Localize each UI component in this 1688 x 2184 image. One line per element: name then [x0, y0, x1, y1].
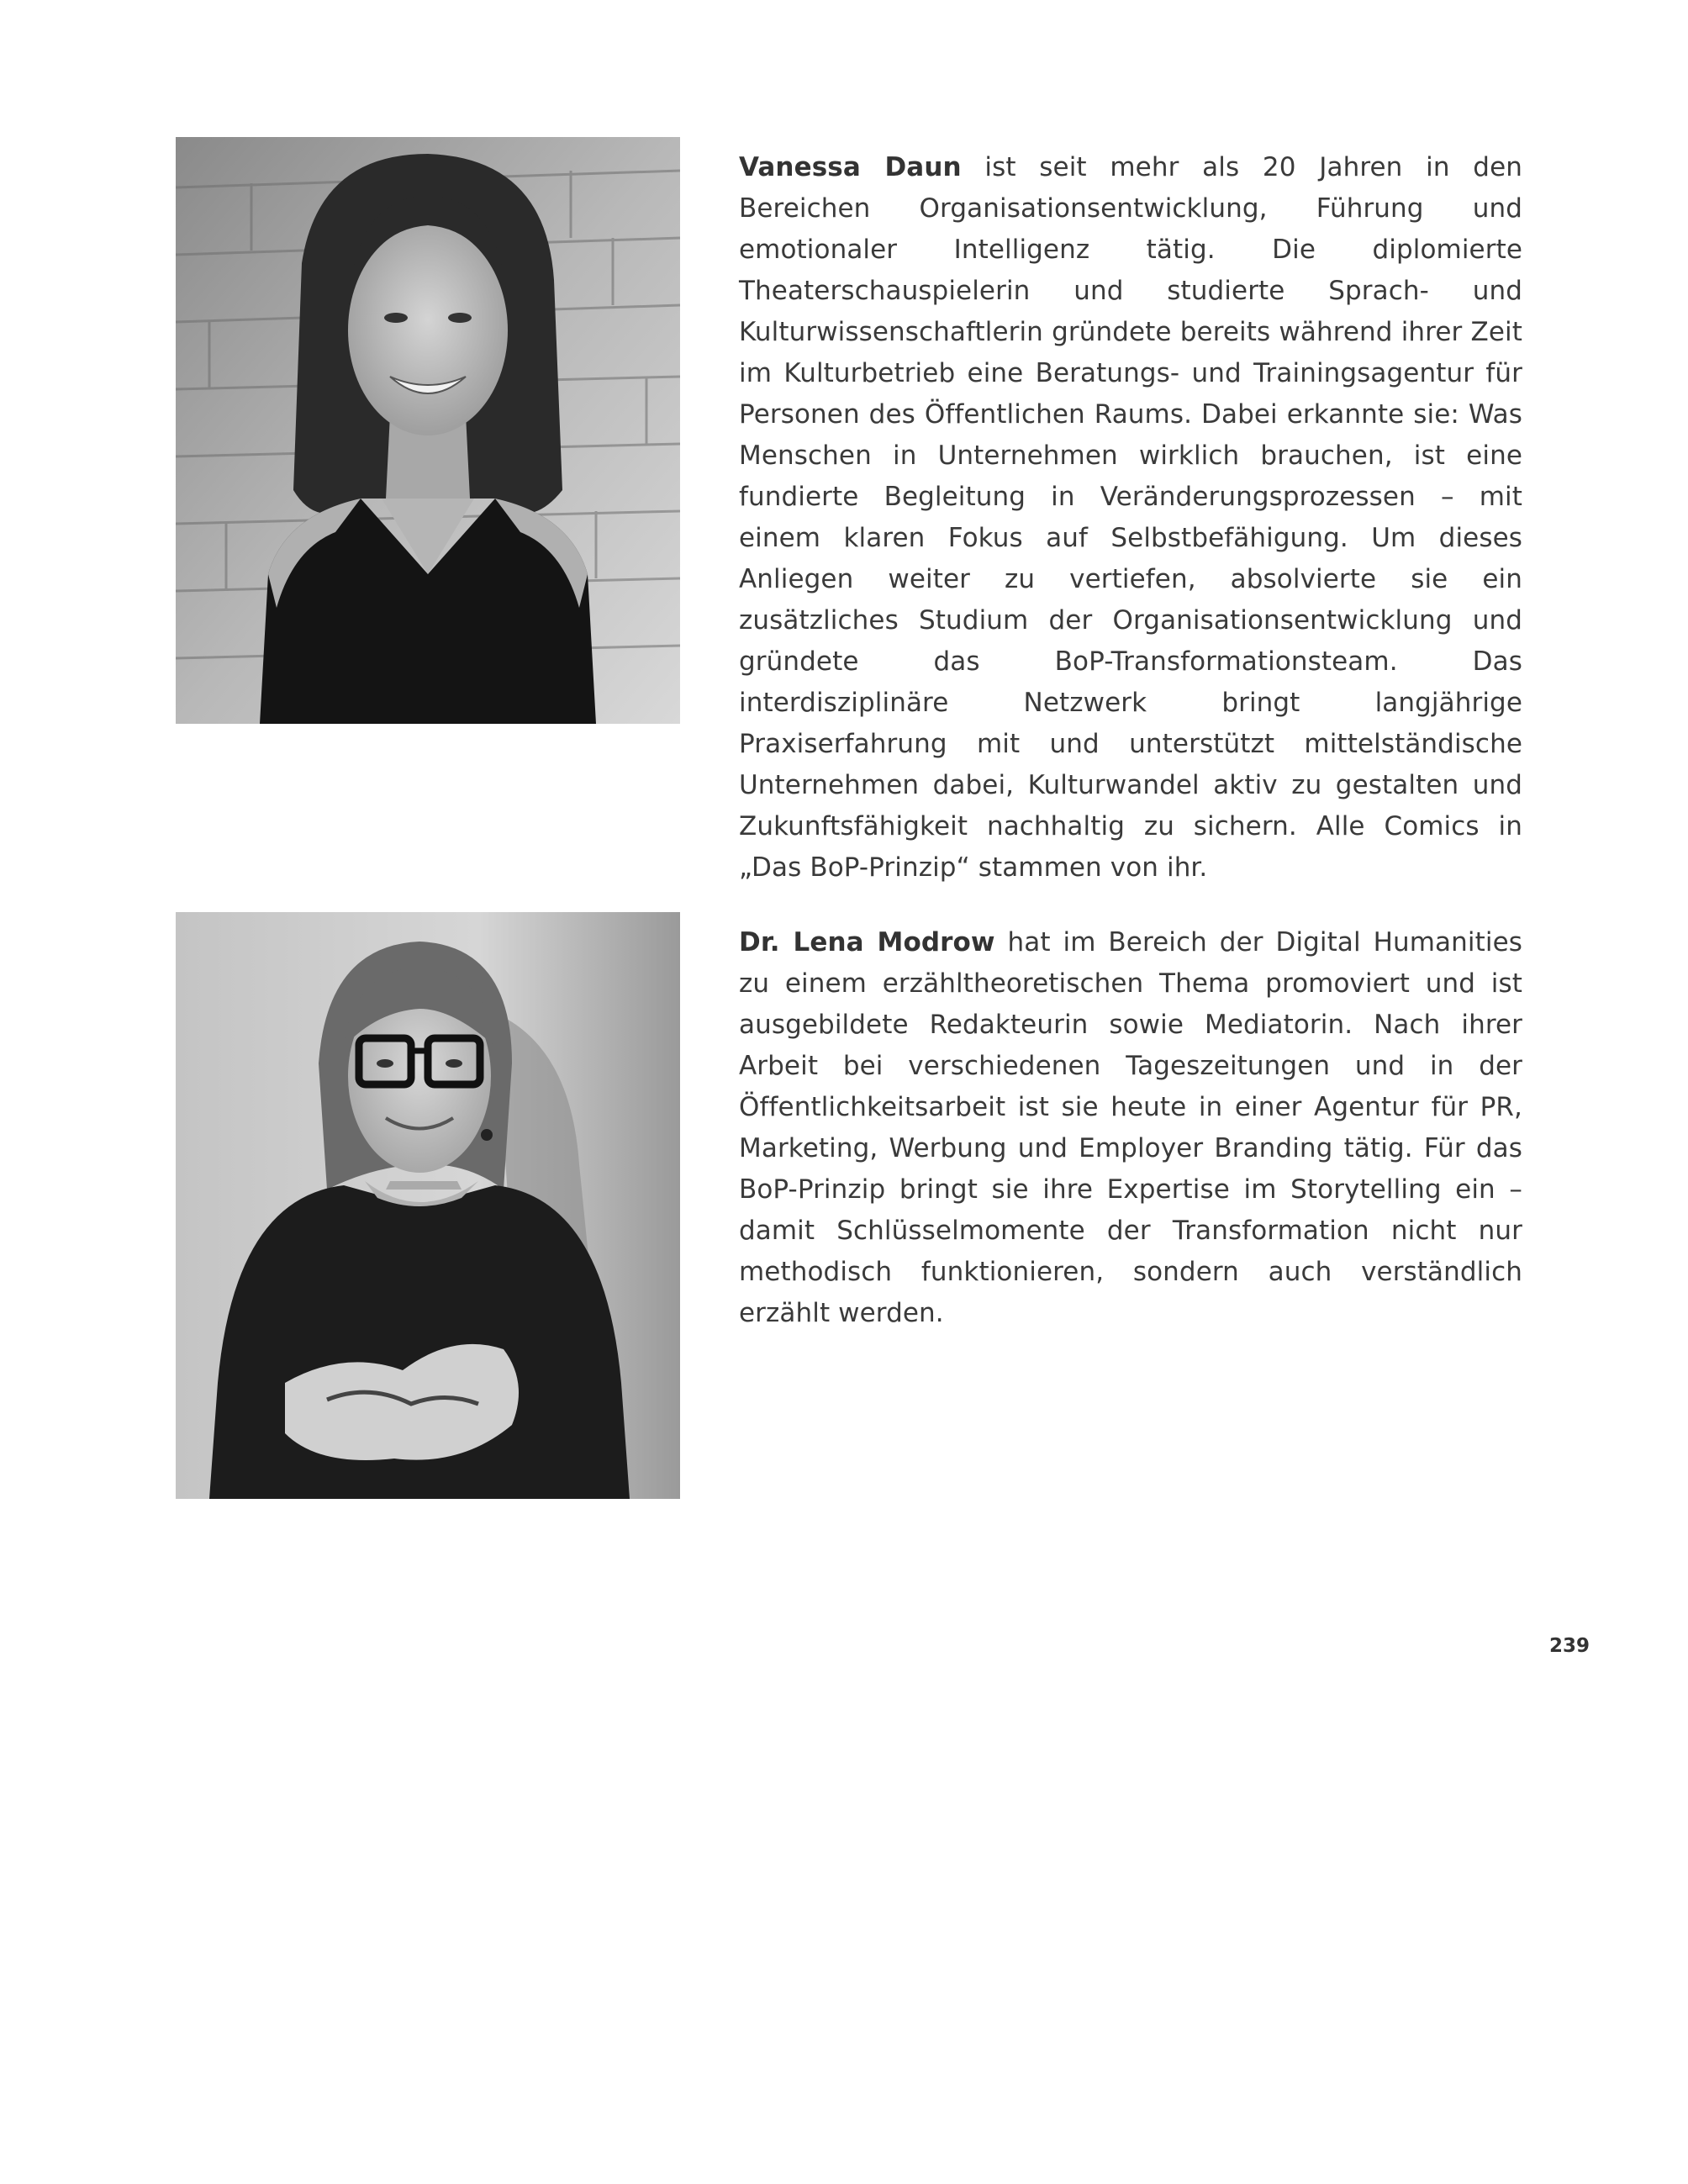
- author-portrait-photo: [176, 912, 680, 1499]
- author-name: Vanessa Daun: [739, 152, 962, 182]
- author-bio: [739, 922, 1522, 1334]
- author-bio-text: ist seit mehr als 20 Jahren in den Bereichen Organisationsentwicklung, Führung und emotionaler Intelligenz tätig. Die diplomierte Theaterschauspielerin und studierte Sprach- und Kulturwissenschaftlerin gründete bereits während ihrer Zeit im Kulturbetrieb eine Beratungs- und Trainingsagentur für Personen des Öffentlichen Raums. Dabei erkannte sie: Was Menschen in Unternehmen wirklich brauchen, ist eine fundierte Begleitung in Veränderungsprozessen – mit einem klaren Fokus auf Selbstbefähigung. Um dieses Anliegen weiter zu vertiefen, absolvierte sie ein zusätzliches Studium der Organisationsentwicklung und gründete das BoP-Transformationsteam. Das interdisziplinäre Netzwerk bringt langjährige Praxiserfahrung mit und unterstützt mittelständische Unternehmen dabei, Kulturwandel aktiv zu gestalten und Zukunftsfähigkeit nachhaltig zu sichern. Alle Comics in „Das BoP-Prinzip“ stammen von ihr.: [739, 152, 1522, 883]
- page-number: 239: [1549, 1635, 1590, 1657]
- author-portrait-photo: [176, 137, 680, 724]
- author-name: Dr. Lena Modrow: [739, 927, 995, 957]
- author-bio-text: hat im Bereich der Digital Humanities zu einem erzähltheoretischen Thema promoviert und ist ausgebildete Redakteurin sowie Mediatorin. Nach ihrer Arbeit bei verschiedenen Tageszeitungen und in der Öffentlichkeitsarbeit ist sie heute in einer Agentur für PR, Marketing, Werbung und Employer Branding tätig. Für das BoP-Prinzip bringt sie ihre Expertise im Storytelling ein – damit Schlüsselmomente der Transformation nicht nur methodisch funktionieren, sondern auch verständlich erzählt werden.: [739, 927, 1522, 1328]
- author-bio: [739, 147, 1522, 889]
